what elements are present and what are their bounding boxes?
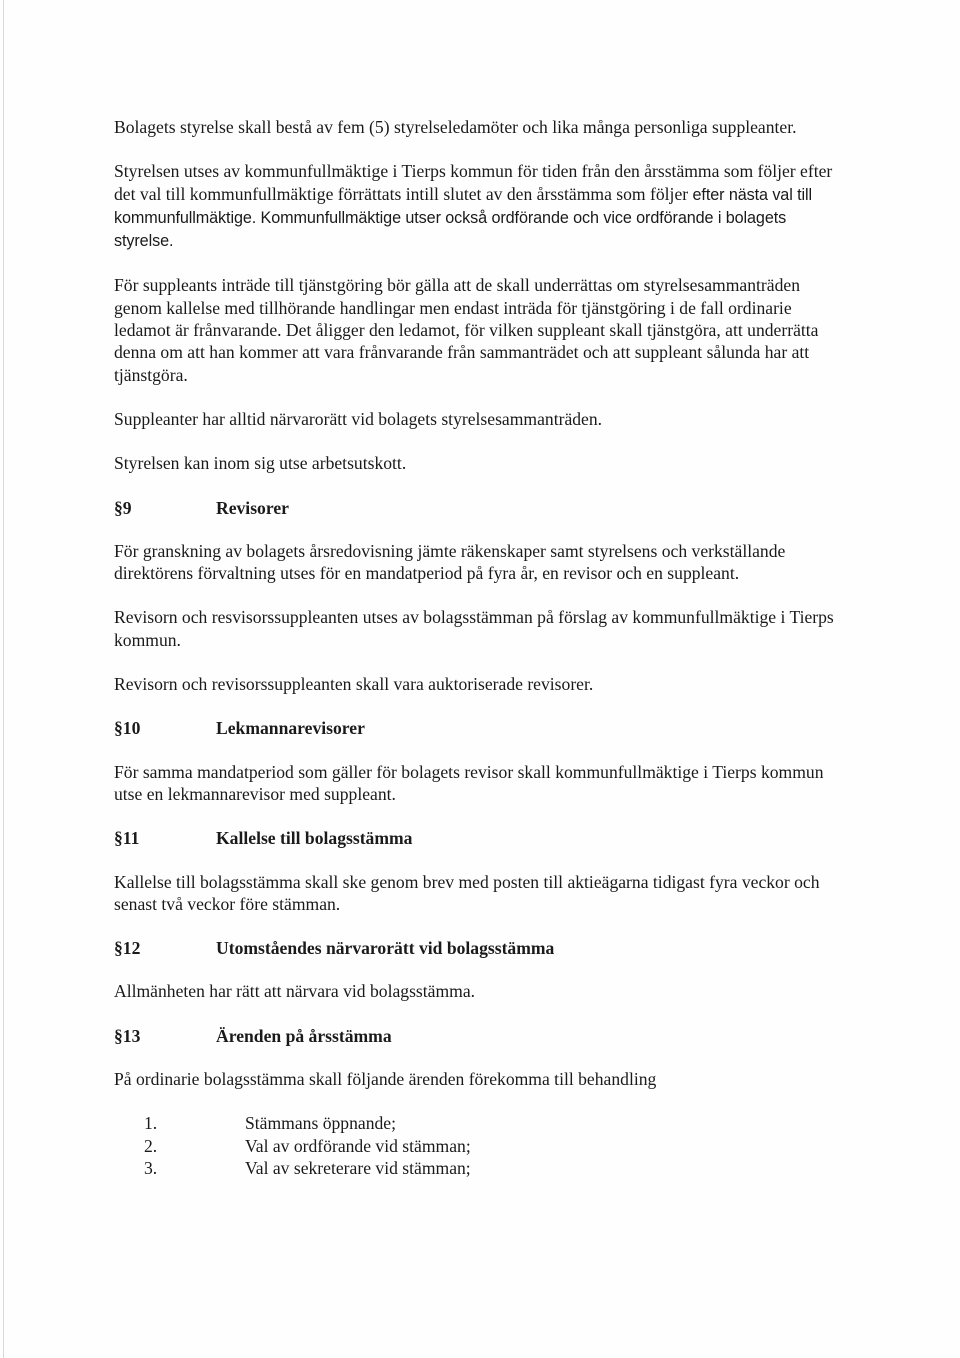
section-number: §12 bbox=[114, 938, 141, 959]
section-number: §9 bbox=[114, 497, 132, 518]
list-item-text: Val av sekreterare vid stämman; bbox=[245, 1157, 471, 1178]
section-11-paragraph: Kallelse till bolagsstämma skall ske genom brev med posten till aktieägarna tidigast fyra veckor och senast två veckor före stämman. bbox=[114, 871, 820, 914]
section-number: §13 bbox=[114, 1025, 141, 1046]
section-number: §10 bbox=[114, 718, 141, 739]
list-item-text: Stämmans öppnande; bbox=[245, 1113, 396, 1134]
section-12-paragraph: Allmänheten har rätt att närvara vid bolagsstämma. bbox=[114, 981, 476, 1002]
section-title: Ärenden på årsstämma bbox=[216, 1025, 392, 1046]
document-body bbox=[114, 116, 844, 1179]
paragraph-styrelse-size: Bolagets styrelse skall bestå av fem (5) styrelseledamöter och lika många personliga suppleanter. bbox=[114, 117, 797, 137]
list-item bbox=[114, 1135, 844, 1157]
agenda-list bbox=[114, 1112, 844, 1179]
paragraph-suppleant-narvaro: Suppleanter har alltid närvarorätt vid bolagets styrelsesammanträden. bbox=[114, 408, 603, 429]
section-10-paragraph: För samma mandatperiod som gäller för bolagets revisor skall kommunfullmäktige i Tierps kommun utse en lekmannarevisor med suppleant. bbox=[114, 761, 824, 804]
section-title: Revisorer bbox=[216, 497, 289, 518]
section-13-paragraph: På ordinarie bolagsstämma skall följande ärenden förekomma till behandling bbox=[114, 1069, 657, 1090]
paragraph-styrelse-appointment-part2: efter nästa val till kommunfullmäktige. Kommunfullmäktige utser också ordförande och vice ordförande i bolagets styrelse. bbox=[114, 185, 812, 251]
list-item-number: 3. bbox=[144, 1157, 158, 1178]
scan-edge-line bbox=[3, 0, 4, 1358]
section-title: Kallelse till bolagsstämma bbox=[216, 828, 413, 849]
paragraph-arbetsutskott: Styrelsen kan inom sig utse arbetsutskott. bbox=[114, 453, 407, 474]
list-item-number: 2. bbox=[144, 1135, 158, 1156]
section-title: Utomståendes närvarorätt vid bolagsstämma bbox=[216, 938, 555, 959]
paragraph-suppleant-intrade: För suppleants inträde till tjänstgöring bör gälla att de skall underrättas om styrelsesammanträden genom kallelse med tillhörande handlingar men endast inträda för tjänstgöring i de fall ordinarie ledamot är frånvarande. Det åligger den ledamot, för vilken suppleant skall tjänstgöra, att underrätta denna om att han kommer att vara frånvarande från sammanträdet och att suppleant sålunda har att tjänstgöra. bbox=[114, 275, 819, 385]
section-heading-13 bbox=[114, 1025, 844, 1047]
section-heading-11 bbox=[114, 827, 844, 849]
section-title: Lekmannarevisorer bbox=[216, 718, 365, 739]
list-item-number: 1. bbox=[144, 1113, 158, 1134]
paragraph-styrelse-appointment bbox=[114, 160, 844, 252]
paragraph-styrelse-appointment-part1: Styrelsen utses av kommunfullmäktige i Tierps kommun för tiden från den årsstämma som följer efter det val till kommunfullmäktige förrättats intill slutet av den årsstämma som följer bbox=[114, 161, 833, 204]
section-heading-12 bbox=[114, 937, 844, 959]
section-number: §11 bbox=[114, 828, 140, 849]
section-heading-9 bbox=[114, 497, 844, 519]
section-9-paragraph: Revisorn och revisorssuppleanten skall vara auktoriserade revisorer. bbox=[114, 674, 594, 695]
list-item bbox=[114, 1112, 844, 1134]
section-9-paragraph: Revisorn och resvisorssuppleanten utses av bolagsstämman på förslag av kommunfullmäktige i Tierps kommun. bbox=[114, 607, 834, 650]
list-item bbox=[114, 1157, 844, 1179]
section-9-paragraph: För granskning av bolagets årsredovisning jämte räkenskaper samt styrelsens och verkställande direktörens förvaltning utses för en mandatperiod på fyra år, en revisor och en suppleant. bbox=[114, 540, 786, 584]
section-heading-10 bbox=[114, 717, 844, 739]
list-item-text: Val av ordförande vid stämman; bbox=[245, 1135, 471, 1156]
